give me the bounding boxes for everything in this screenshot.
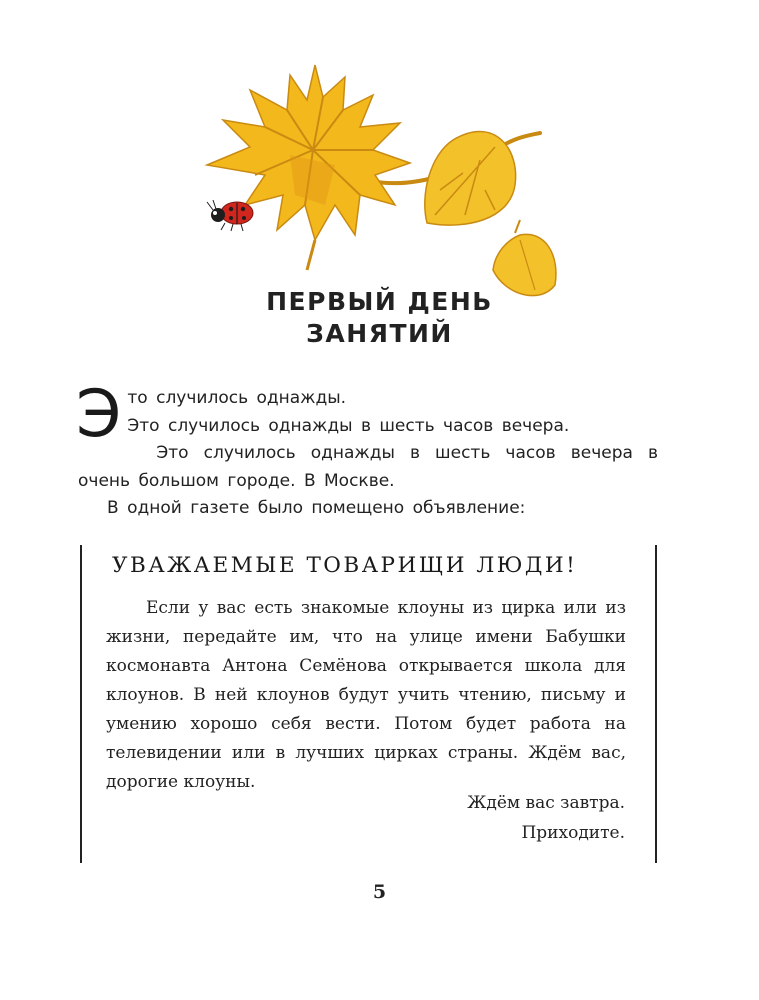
paragraph: Это случилось однажды. <box>76 377 347 452</box>
notice-text: Если у вас есть знакомые клоуны из цирка или из жизни, передайте им, что на улице имени Бабушки космонавта Антона Семёнова открывается школа для клоунов. В ней клоунов будут учить чтению, письму и умению хорошо себя вести. Потом будет работа на телевидении или в лучших цирках страны. Ждём вас, дорогие клоуны. <box>106 598 626 792</box>
notice-signature <box>467 788 625 848</box>
paragraph: Это случилось однажды в шесть часов вечера. <box>127 415 570 436</box>
newspaper-notice <box>80 545 657 863</box>
chapter-title-line-1: ПЕРВЫЙ ДЕНЬ <box>266 287 493 316</box>
chapter-title <box>0 286 759 350</box>
maple-leaf-icon <box>207 65 410 270</box>
drop-cap: Э <box>76 377 122 452</box>
ladybug-icon <box>207 200 253 231</box>
paragraph: В одной газете было помещено объявление: <box>107 498 526 518</box>
notice-sign-line-1: Ждём вас завтра. <box>467 793 625 813</box>
notice-sign-line-2: Приходите. <box>521 823 625 843</box>
paragraph: Это случилось однажды в шесть часов вечера в очень большом городе. В Москве. <box>78 443 658 491</box>
page-number: 5 <box>372 881 387 903</box>
linden-leaf-icon <box>425 132 516 226</box>
notice-heading: УВАЖАЕМЫЕ ТОВАРИЩИ ЛЮДИ! <box>112 553 578 578</box>
small-leaf-icon <box>493 220 556 296</box>
autumn-leaves-illustration <box>195 55 565 310</box>
chapter-title-line-2: ЗАНЯТИЙ <box>306 319 453 348</box>
body-text <box>76 377 658 523</box>
